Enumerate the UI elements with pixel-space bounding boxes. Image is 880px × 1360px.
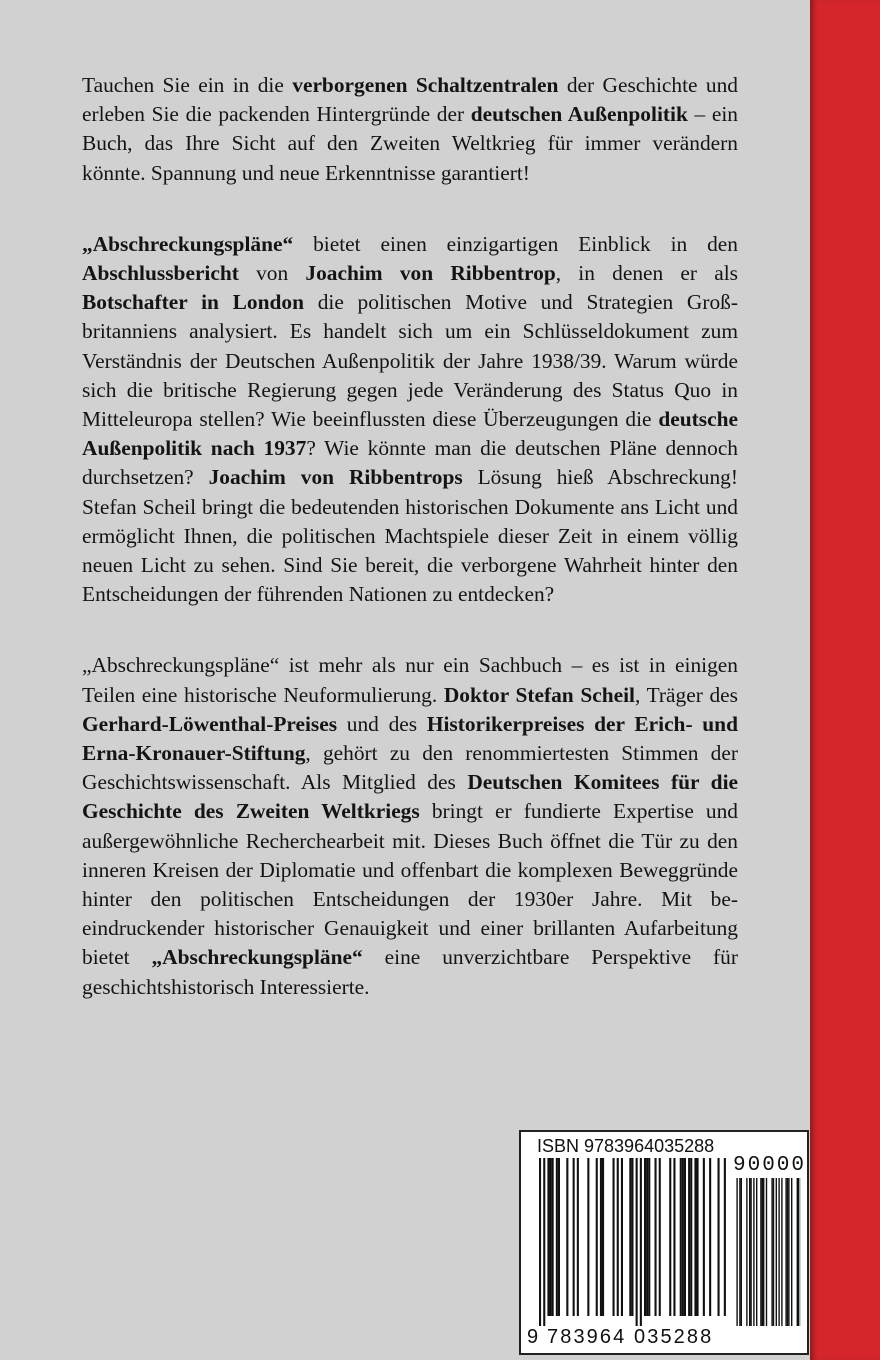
text-run: – ein Buch, das Ihre Sicht auf den Zweiten Weltkrieg für immer verändern könnte. Spannung und neue Erkenntnisse garantiert! [82, 102, 739, 185]
barcode-bar [644, 1158, 646, 1316]
bold-run: Botschafter in London [82, 290, 304, 315]
bold-run: Doktor Stefan Scheil [443, 682, 635, 707]
barcode-bar [600, 1158, 602, 1316]
addon-bar [746, 1178, 747, 1326]
addon-bar [773, 1178, 774, 1326]
bold-run: Abschlussbericht [82, 261, 239, 286]
addon-bar [766, 1178, 767, 1326]
barcode-bar [577, 1158, 579, 1316]
barcode-bar [703, 1158, 705, 1316]
text-run: , Träger des [635, 682, 738, 707]
barcode-bar [684, 1158, 686, 1316]
paragraph-3 [82, 651, 738, 1001]
addon-bar [787, 1178, 788, 1326]
blurb-text [82, 71, 738, 1044]
addon-bar [763, 1178, 764, 1326]
addon-barcode-bars [735, 1178, 801, 1326]
addon-price-code: 90000 [733, 1154, 807, 1177]
barcode-bar [718, 1158, 720, 1316]
addon-bar [776, 1178, 777, 1326]
addon-bar [797, 1178, 798, 1326]
bold-run: Joachim von Ribbentrops [208, 465, 463, 490]
spine-red-edge [810, 0, 880, 1360]
barcode-bar [697, 1158, 699, 1316]
addon-bar [788, 1178, 789, 1326]
barcode-bar [629, 1158, 631, 1316]
isbn-label: ISBN 9783964035288 [537, 1136, 715, 1156]
barcode-bar [547, 1158, 549, 1316]
barcode-bar [690, 1158, 692, 1316]
addon-bar [762, 1178, 763, 1326]
barcode-bar [550, 1158, 552, 1316]
text-run: bietet einen einzigartigen Einblick in den [293, 231, 738, 256]
addon-bar [785, 1178, 786, 1326]
bold-run: Gerhard-Löwenthal-Preises [82, 711, 338, 736]
text-run: der Geschichte und erleben Sie die packenden Hintergründe der [82, 73, 738, 127]
barcode-bar [543, 1158, 545, 1326]
barcode-bar [636, 1158, 638, 1326]
barcode-bar [621, 1158, 623, 1316]
barcode-bar [688, 1158, 690, 1316]
text-run: die politischen Motive und Strategien Großbritanniens analysiert. Es handelt sich um ein Schlüsseldokument zum Verständnis der Deutschen Außenpolitik der Jahre 1938/39. Warum würde sich die britische Regierung gegen jede Veränderung des Status Quo in Mitteleuropa stellen? Wie beeinflussten diese Überzeugungen die [82, 290, 738, 432]
barcode-bar [558, 1158, 560, 1316]
bold-run: „Abschreckungspläne“ [82, 231, 294, 256]
barcode-bar [566, 1158, 568, 1316]
bold-run: verborgenen Schaltzentralen [292, 73, 559, 97]
addon-bar [741, 1178, 742, 1326]
ean-digits: 783964 035288 [547, 1326, 714, 1348]
bold-run: Deutschen Komitees für die Geschichte des Zweiten Weltkriegs [82, 770, 739, 824]
text-run: ? Wie könnte man die deutschen Pläne dennoch durchsetzen? [82, 436, 739, 490]
addon-bar [739, 1178, 740, 1326]
barcode-bar [552, 1158, 554, 1316]
barcode-bar [669, 1158, 671, 1316]
barcode-bar [724, 1158, 726, 1316]
barcode-bar [596, 1158, 598, 1316]
text-run: eine unverzichtbare Perspektive für geschichtshistorisch Interessierte. [82, 945, 738, 999]
bold-run: deutsche Außenpolitik nach 1937 [82, 407, 738, 461]
barcode-bar [556, 1158, 558, 1316]
ean-barcode-bars [531, 1158, 731, 1326]
barcode-bar [602, 1158, 604, 1316]
isbn-barcode [519, 1130, 809, 1355]
text-run: von [238, 261, 306, 286]
barcode-bar [694, 1158, 696, 1316]
barcode-bar [613, 1158, 615, 1316]
barcode-bar [587, 1158, 589, 1316]
bold-run: deutschen Außenpolitik [470, 102, 688, 127]
barcode-bar [648, 1158, 650, 1316]
text-run: und des [337, 711, 427, 736]
barcode-bar [682, 1158, 684, 1316]
bold-run: „Abschreckungspläne“ [151, 945, 363, 970]
barcode-bar [646, 1158, 648, 1316]
bold-run: Historikerpreises der Erich- und Erna-Kronauer-Stiftung [82, 711, 738, 766]
barcode-bar [709, 1158, 711, 1316]
ean-first-digit: 9 [527, 1326, 539, 1348]
paragraph-2 [82, 230, 738, 610]
addon-bar [771, 1178, 772, 1326]
text-run: Tauchen Sie ein in die [82, 73, 293, 97]
text-run: bringt er fundierte Expertise und außergewöhnliche Recherchearbeit mit. Dieses Buch öffnet die Tür zu den inneren Kreisen der Diplomatie und offenbart die komplexen Beweggründe hinter den politischen Entscheidungen der 1930er Jahre. Mit beeindruckender historischer Genauigkeit und einer brillanten Aufarbeitung bietet [82, 799, 738, 970]
barcode-bar [617, 1158, 619, 1316]
addon-bar [791, 1178, 792, 1326]
paragraph-1 [82, 71, 738, 188]
barcode-bar [640, 1158, 642, 1326]
addon-bar [756, 1178, 757, 1326]
addon-bar [753, 1178, 754, 1326]
bold-run: Joachim von Ribbentrop [305, 261, 556, 286]
barcode-bar [655, 1158, 657, 1316]
addon-bar [798, 1178, 799, 1326]
addon-bar [781, 1178, 782, 1326]
barcode-bar [573, 1158, 575, 1316]
addon-bar [736, 1178, 737, 1326]
text-run: , gehört zu den renommiertesten Stimmen der Geschichtswissenschaft. Als Mitglied des [82, 741, 738, 795]
barcode-bar [673, 1158, 675, 1316]
text-run: , in denen er als [555, 261, 738, 286]
barcode-bar [680, 1158, 682, 1316]
barcode-bar [659, 1158, 661, 1316]
addon-bar [749, 1178, 750, 1326]
addon-bar [760, 1178, 761, 1326]
text-run: Lösung hieß Abschreckung! Stefan Scheil bringt die bedeutenden historischen Dokumente ans Licht und ermöglicht Ihnen, die politischen Machtspiele dieser Zeit in einem völlig neuen Licht zu sehen. Sind Sie bereit, die verborgene Wahrheit hinter den Entscheidungen der führenden Nationen zu entdecken? [82, 465, 738, 607]
barcode-bar [631, 1158, 633, 1316]
addon-bar [750, 1178, 751, 1326]
addon-bar [778, 1178, 779, 1326]
barcode-bar [539, 1158, 541, 1326]
text-run: „Abschreckungspläne“ ist mehr als nur ein Sachbuch – es ist in einigen Teilen eine historische Neuformulierung. [82, 653, 738, 707]
